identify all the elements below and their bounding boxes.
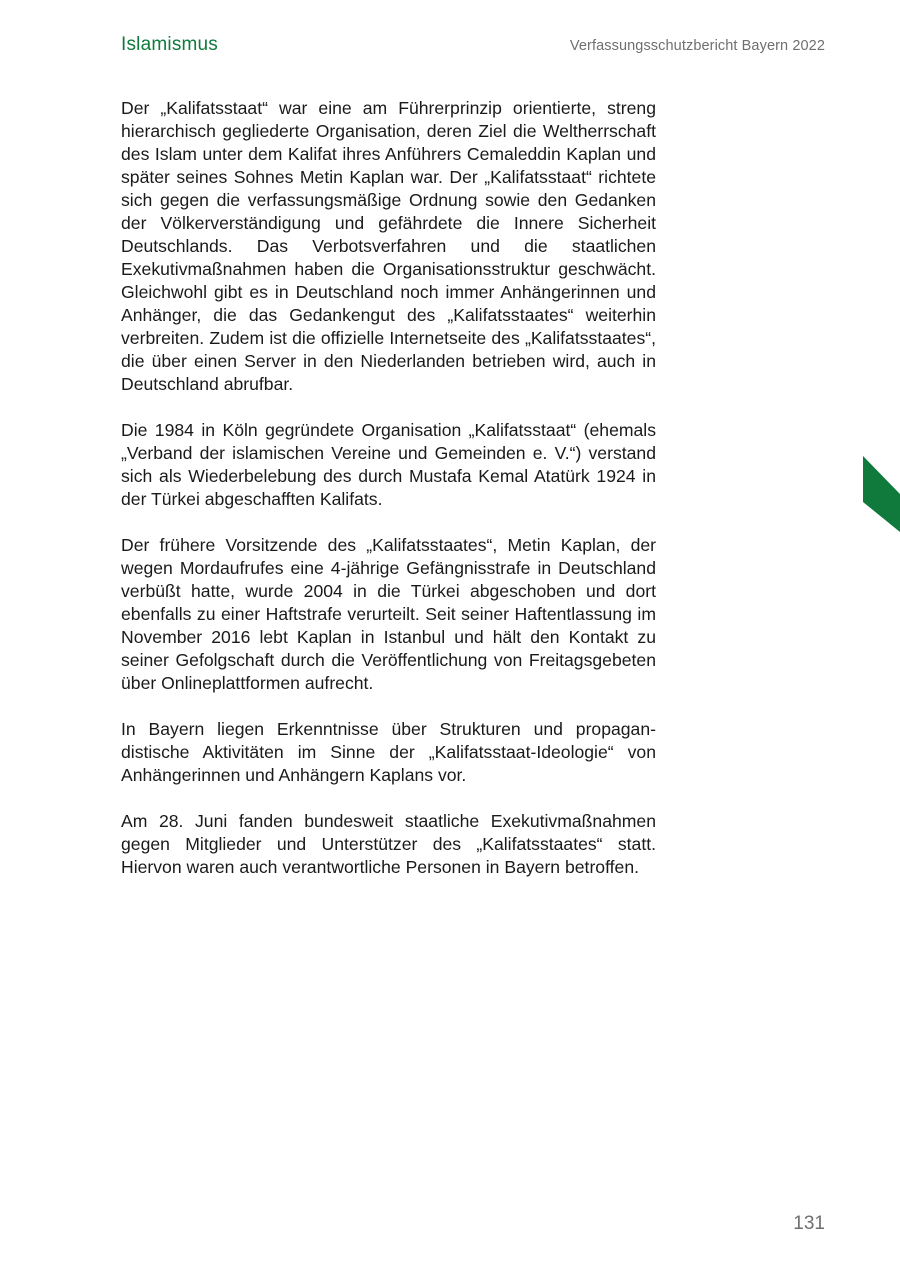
paragraph: Der „Kalifatsstaat“ war eine am Führerprinzip orientierte, streng hierarchisch gegliederte Organisation, deren Ziel die Weltherrschaft des Islam unter dem Kalifat ihres Anführers Cemaleddin Kaplan und später seines Sohnes Metin Kaplan war. Der „Kalifatsstaat“ richtete sich gegen die verfassungsmäßige Ordnung sowie den Gedanken der Völkerverständigung und gefährdete die Innere Sicherheit Deutschlands. Das Verbotsverfahren und die staatlichen Exekutivmaßnahmen haben die Organisationsstruktur geschwächt. Gleichwohl gibt es in Deutschland noch immer Anhängerinnen und Anhänger, die das Gedankengut des „Kalifatsstaates“ weiterhin verbreiten. Zudem ist die offizielle Internetseite des „Kalifatsstaates“, die über einen Server in den Niederlanden betrieben wird, auch in Deutschland abrufbar. (121, 98, 656, 394)
section-title: Islamismus (121, 34, 219, 55)
paragraph: Am 28. Juni fanden bundesweit staatliche Exekutivmaßnahmen gegen Mitglieder und Unterstützer des „Kalifatsstaates“ statt. Hiervon waren auch verantwortliche Personen in Bayern betroffen. (121, 811, 656, 877)
paragraph: In Bayern liegen Erkenntnisse über Strukturen und propagandistische Aktivitäten im Sinne der „Kalifatsstaat-Ideologie“ von Anhängerinnen und Anhängern Kaplans vor. (121, 719, 656, 785)
body-text (121, 97, 656, 902)
chapter-tab-marker (863, 456, 900, 532)
paragraph: Die 1984 in Köln gegründete Organisation „Kalifatsstaat“ (ehemals „Verband der islamischen Vereine und Gemeinden e. V.“) verstand sich als Wiederbelebung des durch Mustafa Kemal Atatürk 1924 in der Türkei abgeschafften Kalifats. (121, 420, 656, 509)
page-number: 131 (793, 1213, 825, 1234)
publication-title: Verfassungsschutzbericht Bayern 2022 (569, 38, 825, 54)
paragraph: Der frühere Vorsitzende des „Kalifatsstaates“, Metin Kaplan, der wegen Mordaufrufes eine 4-jährige Gefängnisstrafe in Deutschland verbüßt hatte, wurde 2004 in die Türkei abgeschoben und dort ebenfalls zu einer Haftstrafe verurteilt. Seit seiner Haftentlassung im November 2016 lebt Kaplan in Istanbul und hält den Kontakt zu seiner Gefolgschaft durch die Veröffentlichung von Freitagsgebeten über Onlineplattformen aufrecht. (121, 535, 656, 693)
